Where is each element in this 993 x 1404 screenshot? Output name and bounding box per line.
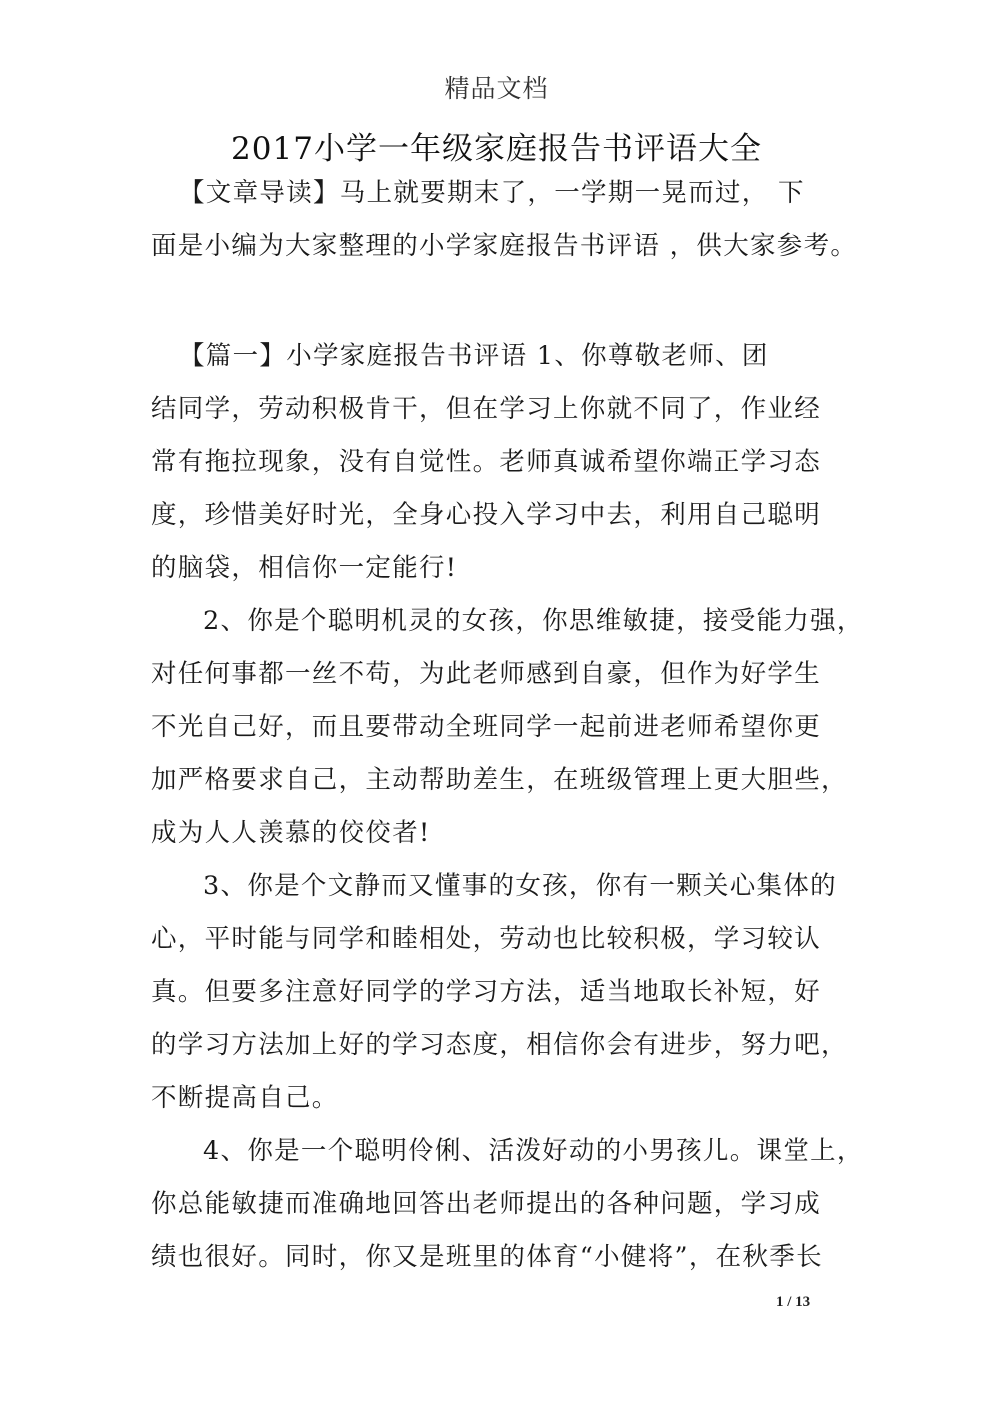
page-number: 1 / 13 <box>776 1294 811 1310</box>
intro-line-1: 【文章导读】马上就要期末了，一学期一晃而过， 下 <box>179 178 805 208</box>
section-1-line-1: 【篇一】小学家庭报告书评语 1、你尊敬老师、团 <box>179 341 769 371</box>
comment-2-line-2: 对任何事都一丝不苟，为此老师感到自豪，但作为好学生 <box>151 659 822 689</box>
page-header: 精品文档 <box>444 74 549 103</box>
comment-4-line-3: 绩也很好。同时，你又是班里的体育“小健将”，在秋季长 <box>151 1242 823 1272</box>
document-title: 2017小学一年级家庭报告书评语大全 <box>231 131 762 167</box>
comment-3-line-1: 3、你是个文静而又懂事的女孩，你有一颗关心集体的 <box>203 871 837 901</box>
comment-3-line-4: 的学习方法加上好的学习态度，相信你会有进步，努力吧， <box>151 1030 848 1060</box>
intro-line-2: 面是小编为大家整理的小学家庭报告书评语 ，供大家参考。 <box>151 231 858 261</box>
comment-3-line-3: 真。但要多注意好同学的学习方法，适当地取长补短，好 <box>151 977 822 1007</box>
comment-3-line-5: 不断提高自己。 <box>151 1083 339 1113</box>
comment-2-line-5: 成为人人羡慕的佼佼者! <box>151 818 431 848</box>
comment-2-line-4: 加严格要求自己，主动帮助差生，在班级管理上更大胆些， <box>151 765 848 795</box>
section-1-line-3: 常有拖拉现象，没有自觉性。老师真诚希望你端正学习态 <box>151 447 822 477</box>
comment-4-line-1: 4、你是一个聪明伶俐、活泼好动的小男孩儿。课堂上， <box>203 1136 864 1166</box>
section-1-line-2: 结同学，劳动积极肯干，但在学习上你就不同了，作业经 <box>151 394 822 424</box>
comment-4-line-2: 你总能敏捷而准确地回答出老师提出的各种问题，学习成 <box>151 1189 822 1219</box>
comment-2-line-3: 不光自己好，而且要带动全班同学一起前进老师希望你更 <box>151 712 822 742</box>
comment-3-line-2: 心，平时能与同学和睦相处，劳动也比较积极，学习较认 <box>151 924 822 954</box>
section-1-line-4: 度，珍惜美好时光，全身心投入学习中去，利用自己聪明 <box>151 500 822 530</box>
comment-2-line-1: 2、你是个聪明机灵的女孩，你思维敏捷，接受能力强， <box>203 606 864 636</box>
section-1-line-5: 的脑袋，相信你一定能行! <box>151 553 458 583</box>
